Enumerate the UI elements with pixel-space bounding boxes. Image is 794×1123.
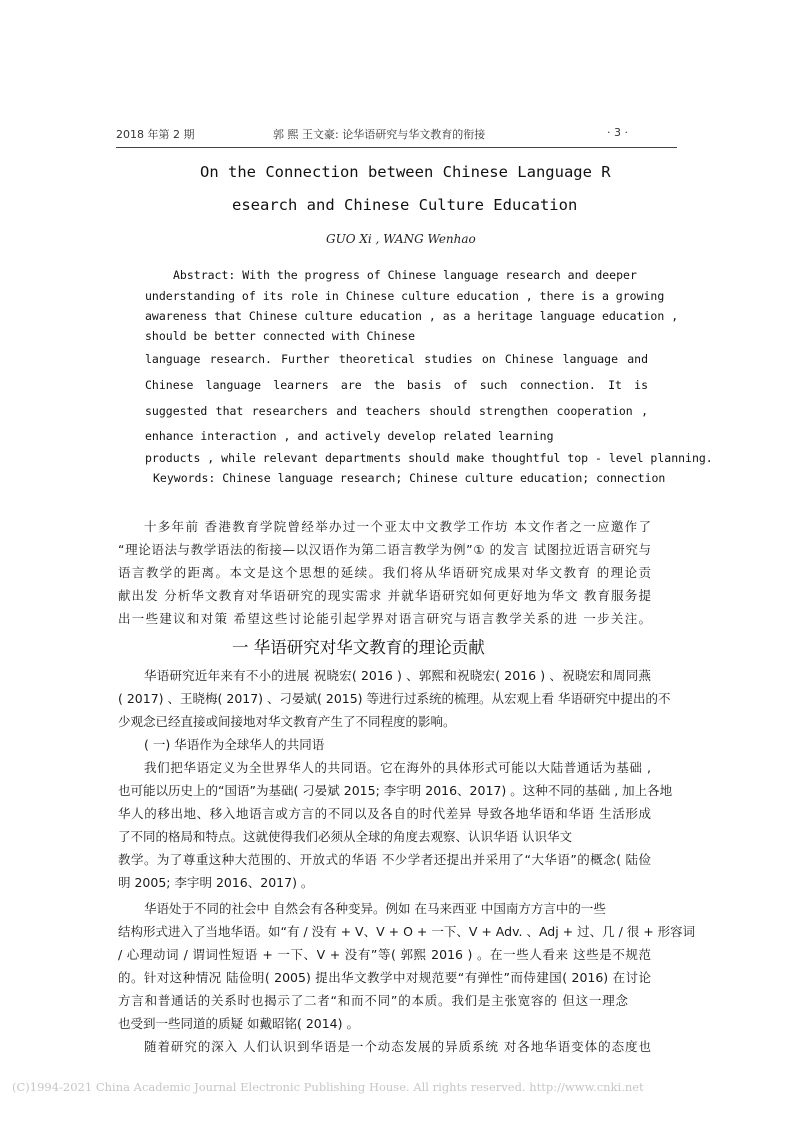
- english-authors: GUO Xi , WANG Wenhao: [326, 232, 476, 246]
- abstract-line: Abstract: With the progress of Chinese language research and deeper: [173, 268, 637, 282]
- section-paragraph-line: 结构形式进入了当地华语。如“有 / 没有 + V、V + O + 一下、V + Adv. 、Adj + 过、几 / 很 + 形容词: [118, 924, 696, 939]
- section-paragraph-line: 也受到一些同道的质疑 如戴昭铭( 2014) 。: [118, 1016, 359, 1031]
- section-paragraph-line: 华语处于不同的社会中 自然会有各种变异。例如 在马来西亚 中国南方方言中的一些: [144, 901, 606, 916]
- intro-line: 十多年前 香港教育学院曾经举办过一个亚太中文教学工作坊 本文作者之一应邀作了: [144, 519, 651, 534]
- english-title-line-1: On the Connection between Chinese Language R: [200, 163, 611, 181]
- abstract-line: enhance interaction , and actively develop related learning: [145, 429, 554, 443]
- section-paragraph-line: 华语研究近年来有不小的进展 祝晓宏( 2016 ) 、郭熙和祝晓宏( 2016 ) 、祝晓宏和周同燕: [144, 668, 651, 683]
- header-issue: 2018 年第 2 期: [116, 128, 195, 141]
- english-title-line-2: esearch and Chinese Culture Education: [232, 196, 578, 214]
- section-paragraph-line: / 心理动词 / 谓词性短语 + 一下、V + 没有”等( 郭熙 2016 ) 。在一些人看来 这些是不规范: [118, 947, 651, 962]
- abstract-line: products , while relevant departments should make thoughtful top - level planning.: [145, 451, 713, 465]
- subsection-heading: ( 一) 华语作为全球华人的共同语: [144, 737, 325, 752]
- section-paragraph-line: 华人的移出地、移入地语言或方言的不同以及各自的时代差异 导致各地华语和华语 生活形成: [118, 806, 651, 821]
- header-article-title: 郭 熙 王文豪: 论华语研究与华文教育的衔接: [273, 128, 486, 141]
- section-paragraph-line: 少观念已经直接或间接地对华文教育产生了不同程度的影响。: [118, 714, 456, 729]
- section-paragraph-line: 我们把华语定义为全世界华人的共同语。它在海外的具体形式可能以大陆普通话为基础 ,: [144, 760, 651, 775]
- abstract-line: should be better connected with Chinese: [145, 329, 416, 343]
- section-paragraph-line: 的。针对这种情况 陆俭明( 2005) 提出华文教学中对规范要“有弹性”而侍建国( 2016) 在讨论: [118, 970, 651, 985]
- abstract-line: Chinese language learners are the basis of such connection. It is: [145, 378, 648, 392]
- section-paragraph-line: 教学。为了尊重这种大范围的、开放式的华语 不少学者还提出并采用了“大华语”的概念( 陆俭: [118, 852, 651, 867]
- intro-line: 献出发 分析华文教育对华语研究的现实需求 并就华语研究如何更好地为华文 教育服务提: [118, 588, 651, 603]
- intro-line: 语言教学的距离。本文是这个思想的延续。我们将从华语研究成果对华文教育 的理论贡: [118, 565, 651, 580]
- header-rule: [116, 147, 677, 148]
- section-paragraph-line: 了不同的格局和特点。这就使得我们必须从全球的角度去观察、认识华语 认识华文: [118, 829, 572, 844]
- header-page-number: · 3 ·: [607, 126, 628, 139]
- intro-line: “理论语法与教学语法的衔接—以汉语作为第二语言教学为例”① 的发言 试图拉近语言研究与: [118, 542, 651, 557]
- section-heading: 一 华语研究对华文教育的理论贡献: [232, 638, 485, 657]
- section-paragraph-line: 方言和普通话的关系时也揭示了二者“和而不同”的本质。我们是主张宽容的 但这一理念: [118, 993, 628, 1008]
- abstract-line: understanding of its role in Chinese culture education , there is a growing: [145, 289, 665, 303]
- abstract-line: suggested that researchers and teachers should strengthen cooperation ,: [145, 404, 648, 418]
- keywords: Keywords: Chinese language research; Chinese culture education; connection: [153, 471, 666, 485]
- section-paragraph-line: 明 2005; 李宇明 2016、2017) 。: [118, 875, 314, 890]
- section-paragraph-line: 随着研究的深入 人们认识到华语是一个动态发展的异质系统 对各地华语变体的态度也: [144, 1039, 651, 1054]
- copyright-footer: (C)1994-2021 China Academic Journal Electronic Publishing House. All rights reserved. http://www.cnki.net: [12, 1080, 644, 1094]
- abstract-line: awareness that Chinese culture education , as a heritage language education ,: [145, 309, 679, 323]
- abstract-line: language research. Further theoretical studies on Chinese language and: [145, 352, 648, 366]
- intro-line: 出一些建议和对策 希望这些讨论能引起学界对语言研究与语言教学关系的进 一步关注。: [118, 611, 651, 626]
- section-paragraph-line: 也可能以历史上的“国语”为基础( 刁晏斌 2015; 李宇明 2016、2017) 。这种不同的基础 , 加上各地: [118, 783, 673, 798]
- section-paragraph-line: ( 2017) 、王晓梅( 2017) 、刁晏斌( 2015) 等进行过系统的梳理。从宏观上看 华语研究中提出的不: [118, 691, 671, 706]
